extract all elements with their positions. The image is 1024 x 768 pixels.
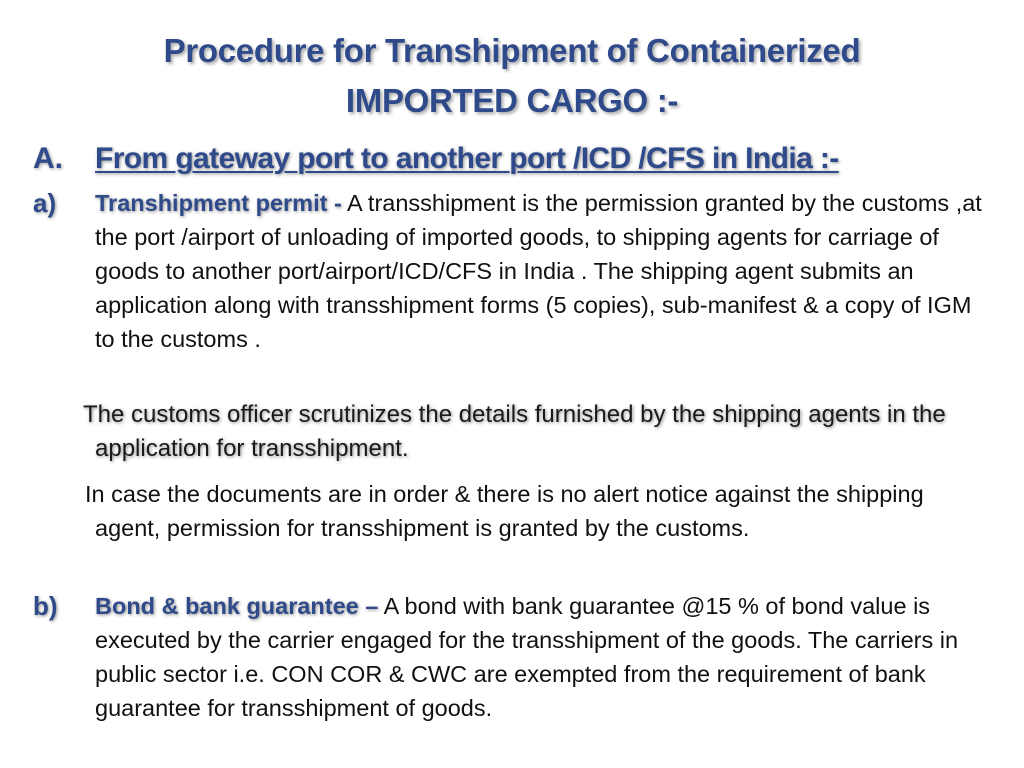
officer-paragraph: The customs officer scrutinizes the details furnished by the shipping agents in the application for transshipment. — [83, 401, 946, 462]
item-b-subhead: Bond & bank guarantee – — [95, 593, 379, 619]
item-a-subhead: Transhipment permit - — [95, 190, 342, 216]
list-item-b — [0, 589, 1024, 759]
title-line-1: Procedure for Transhipment of Containerized — [163, 32, 861, 69]
title-line-2: IMPORTED CARGO :- — [345, 82, 679, 119]
item-a-marker: a) — [33, 188, 57, 218]
item-b-marker: b) — [33, 591, 58, 621]
item-b-text: A bond with bank guarantee @15 % of bond value is executed by the carrier engaged for the transshipment of the goods. The carriers in public sector i.e. CON COR & CWC are exempted from the requirement of bank guarantee for transshipment of goods. — [95, 593, 959, 721]
list-item-a — [0, 186, 1024, 396]
item-a-paragraph — [95, 186, 995, 356]
item-b-paragraph — [95, 589, 995, 725]
slide-title — [0, 26, 1024, 126]
case-paragraph: In case the documents are in order & there is no alert notice against the shipping agent, permission for transshipment is granted by the customs. — [85, 481, 924, 541]
section-a-heading: From gateway port to another port /ICD /CFS in India :- — [95, 142, 839, 175]
section-a-marker: A. — [33, 142, 63, 175]
item-a-text: A transshipment is the permission granted by the customs ,at the port /airport of unloading of imported goods, to shipping agents for carriage of goods to another port/airport/ICD/CFS in India . The shipping agent submits an application along with transshipment forms (5 copies), sub-manifest & a copy of IGM to the customs . — [95, 190, 982, 352]
